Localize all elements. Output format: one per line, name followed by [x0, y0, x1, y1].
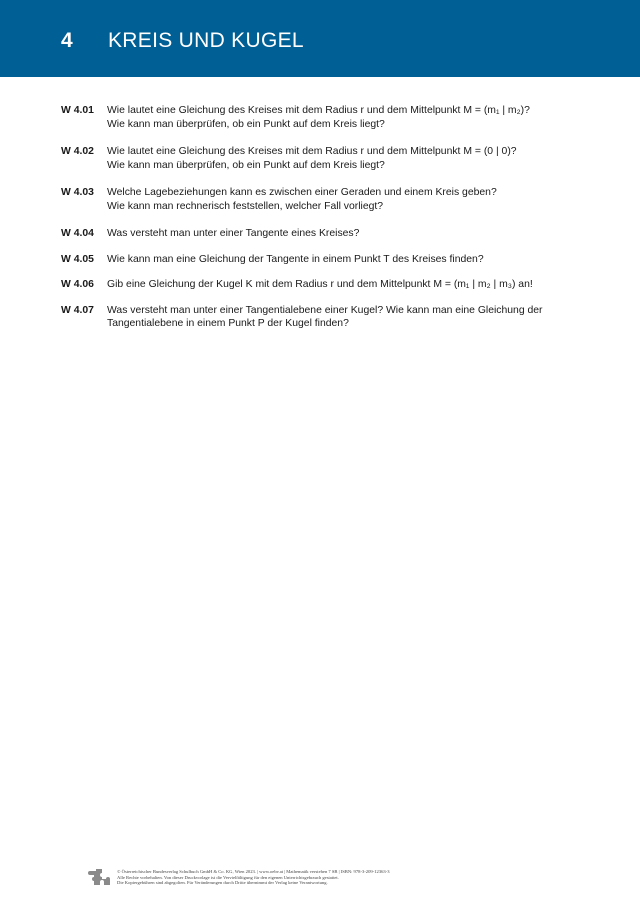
question-item: [61, 304, 581, 331]
copyright-line: © Österreichischer Bundesverlag Schulbuch GmbH & Co. KG, Wien 2023. | www.oebv.at | Mathematik verstehen 7 SB | ISBN: 978-3-209-12363-3: [117, 869, 390, 874]
question-code: W 4.03: [61, 187, 94, 198]
question-code: W 4.01: [61, 105, 94, 116]
copyright-notice: [117, 869, 390, 886]
question-text-line: Wie kann man eine Gleichung der Tangente in einem Punkt T des Kreises finden?: [107, 253, 484, 265]
question-item: [61, 145, 581, 172]
question-item: [61, 104, 581, 131]
question-item: [61, 227, 581, 241]
question-text-line: Was versteht man unter einer Tangentialebene einer Kugel? Wie kann man eine Gleichung der: [107, 304, 543, 316]
chapter-title: KREIS UND KUGEL: [108, 29, 304, 52]
question-text-line: Gib eine Gleichung der Kugel K mit dem Radius r und dem Mittelpunkt M = (m₁ | m₂ | m₃) an!: [107, 279, 533, 290]
question-text-line: Welche Lagebeziehungen kann es zwischen einer Geraden und einem Kreis geben?: [107, 187, 497, 198]
question-code: W 4.05: [61, 253, 94, 265]
question-text-line: Wie kann man überprüfen, ob ein Punkt auf dem Kreis liegt?: [107, 159, 385, 171]
copyright-line: Alle Rechte vorbehalten. Von dieser Druckvorlage ist die Vervielfältigung für den eigenen Unterrichtsgebrauch gestattet.: [117, 874, 339, 880]
question-code: W 4.02: [61, 146, 94, 157]
copyright-line: Die Kopiergebühren sind abgegolten. Für Veränderungen durch Dritte übernimmt der Verlag keine Verantwortung.: [117, 880, 328, 886]
chapter-number: 4: [61, 29, 73, 52]
question-code: W 4.04: [61, 228, 94, 239]
question-text-line: Tangentialebene in einem Punkt P der Kugel finden?: [107, 318, 349, 329]
question-list: [61, 104, 581, 331]
question-text-line: Wie lautet eine Gleichung des Kreises mit dem Radius r und dem Mittelpunkt M = (0 | 0)?: [107, 146, 517, 157]
chapter-header: [0, 0, 640, 77]
question-code: W 4.07: [61, 304, 94, 316]
question-text-line: Wie lautet eine Gleichung des Kreises mit dem Radius r und dem Mittelpunkt M = (m₁ | m₂)?: [107, 105, 530, 116]
question-item: [61, 278, 581, 292]
question-code: W 4.06: [61, 279, 94, 290]
puzzle-logo-icon: [87, 867, 111, 891]
question-text-line: Was versteht man unter einer Tangente eines Kreises?: [107, 228, 360, 239]
question-item: [61, 253, 581, 267]
question-text-line: Wie kann man rechnerisch feststellen, welcher Fall vorliegt?: [107, 200, 384, 212]
question-item: [61, 186, 581, 213]
question-text-line: Wie kann man überprüfen, ob ein Punkt auf dem Kreis liegt?: [107, 118, 385, 130]
